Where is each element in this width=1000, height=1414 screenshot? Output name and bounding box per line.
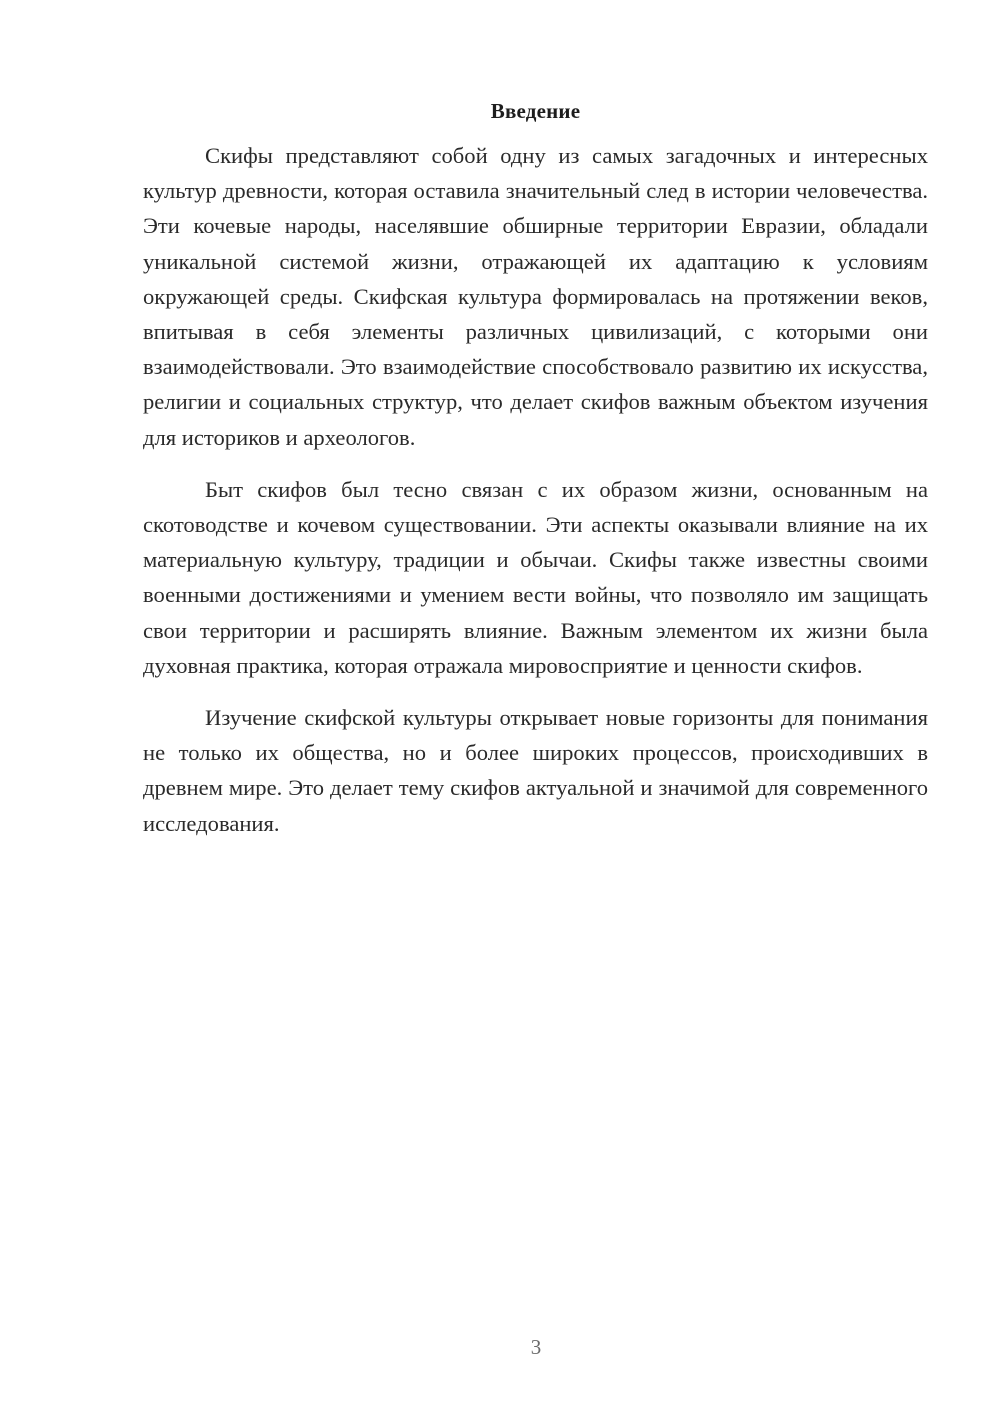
- section-title: Введение: [490, 99, 581, 123]
- paragraph-1: Скифы представляют собой одну из самых загадочных и интересных культур древности, которая оставила значительный след в истории человечества. Эти кочевые народы, населявшие обширные территории Евразии, обладали уникальной системой жизни, отражающей их адаптацию к условиям окружающей среды. Скифская культура формировалась на протяжении веков, впитывая в себя элементы различных цивилизаций, с которыми они взаимодействовали. Это взаимодействие способствовало развитию их искусства, религии и социальных структур, что делает скифов важным объектом изучения для историков и археологов.: [143, 143, 928, 450]
- paragraph-3: Изучение скифской культуры открывает новые горизонты для понимания не только их общества, но и более широких процессов, происходивших в древнем мире. Это делает тему скифов актуальной и значимой для современного исследования.: [143, 705, 928, 836]
- page-number: 3: [530, 1335, 542, 1359]
- page-content: [143, 96, 928, 858]
- paragraph-2: Быт скифов был тесно связан с их образом жизни, основанным на скотоводстве и кочевом существовании. Эти аспекты оказывали влияние на их материальную культуру, традиции и обычаи. Скифы также известны своими военными достижениями и умением вести войны, что позволяло им защищать свои территории и расширять влияние. Важным элементом их жизни была духовная практика, которая отражала мировосприятие и ценности скифов.: [143, 476, 928, 678]
